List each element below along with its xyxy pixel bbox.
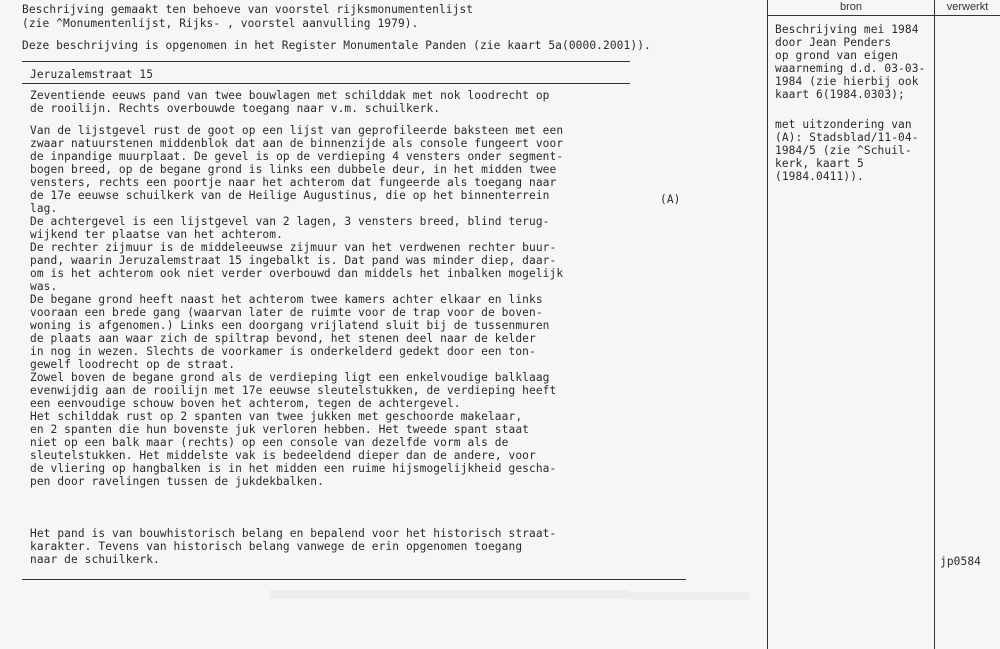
body-line: pand, waarin Jeruzalemstraat 15 ingebalkt is. Dat pand was minder diep, daar- bbox=[30, 254, 557, 267]
body-line: zwaar natuurstenen middenblok dat aan de binnenzijde als console fungeert voor bbox=[30, 137, 564, 150]
body-line: vensters, rechts een poortje naar het achterom dat fungeerde als toegang naar bbox=[30, 176, 557, 189]
source-marker-a: (A) bbox=[660, 193, 681, 206]
section-rule-street bbox=[22, 83, 630, 84]
body-line: de vliering op hangbalken is in het midden een ruime hijsmogelijkheid gescha- bbox=[30, 462, 557, 475]
body-line: sleutelstukken. Het middelste vak is bedeeldend dieper dan de andere, voor bbox=[30, 449, 536, 462]
body-line: de 17e eeuwse schuilkerk van de Heilige Augustinus, die op het binnenterrein bbox=[30, 189, 550, 202]
bron-line: Beschrijving mei 1984 bbox=[775, 23, 919, 36]
body-line: De rechter zijmuur is de middeleeuwse zijmuur van het verdwenen rechter buur- bbox=[30, 241, 557, 254]
conclusion-line: naar de schuilkerk. bbox=[30, 553, 160, 566]
body-line: gewelf loodrecht op de straat. bbox=[30, 358, 236, 371]
body-line: pen door ravelingen tussen de jukdekbalken. bbox=[30, 475, 324, 488]
body-line: lag. bbox=[30, 202, 58, 215]
intro-line: de rooilijn. Rechts overbouwde toegang naar v.m. schuilkerk. bbox=[30, 102, 441, 115]
body-line: een eenvoudige schouw boven het achterom, tegen de achtergevel. bbox=[30, 397, 461, 410]
body-line: Het schilddak rust op 2 spanten van twee jukken met geschoorde makelaar, bbox=[30, 410, 523, 423]
body-line: niet op een balk maar (rechts) op een console van dezelfde vorm als de bbox=[30, 436, 509, 449]
column-header-bron: bron bbox=[839, 1, 863, 13]
body-line: de plaats aan waar zich de spiltrap bevond, het stenen deel naar de kelder bbox=[30, 332, 536, 345]
column-divider-left bbox=[767, 0, 768, 649]
bron-line: met uitzondering van bbox=[775, 118, 912, 131]
bron-line: kerk, kaart 5 bbox=[775, 157, 864, 170]
header-line-3: Deze beschrijving is opgenomen in het Register Monumentale Panden (zie kaart 5a(0000.2001)). bbox=[22, 39, 651, 52]
bron-line: op grond van eigen bbox=[775, 49, 899, 62]
body-line: evenwijdig aan de rooilijn met 17e eeuwse sleutelstukken, de verdieping heeft bbox=[30, 384, 557, 397]
conclusion-line: karakter. Tevens van historisch belang vanwege de erin opgenomen toegang bbox=[30, 540, 523, 553]
bron-line: 1984/5 (zie ^Schuil- bbox=[775, 144, 912, 157]
intro-line: Zeventiende eeuws pand van twee bouwlagen met schilddak met nok loodrecht op bbox=[30, 89, 550, 102]
body-line: bogen breed, op de begane grond is links een dubbele deur, in het midden twee bbox=[30, 163, 557, 176]
body-line: De achtergevel is een lijstgevel van 2 lagen, 3 vensters breed, blind terug- bbox=[30, 215, 550, 228]
bleed-through-smudge bbox=[270, 590, 630, 599]
body-line: in nog in wezen. Slechts de voorkamer is onderkelderd gedekt door een ton- bbox=[30, 345, 536, 358]
bron-line: 1984 (zie hierbij ook bbox=[775, 75, 919, 88]
body-line: Zowel boven de begane grond als de verdieping ligt een enkelvoudige balklaag bbox=[30, 371, 550, 384]
body-line: was. bbox=[30, 280, 58, 293]
section-rule-bottom bbox=[22, 579, 686, 580]
column-header-verwerkt: verwerkt bbox=[946, 1, 989, 13]
street-title: Jeruzalemstraat 15 bbox=[30, 68, 154, 81]
body-line: De begane grond heeft naast het achterom twee kamers achter elkaar en links bbox=[30, 293, 543, 306]
header-rule bbox=[767, 15, 1000, 16]
body-line: wijkend ter plaatse van het achterom. bbox=[30, 228, 283, 241]
bron-line: door Jean Penders bbox=[775, 36, 892, 49]
bron-line: waarneming d.d. 03-03- bbox=[775, 62, 926, 75]
bron-line: (A): Stadsblad/11-04- bbox=[775, 131, 919, 144]
body-line: de inpandige muurplaat. De gevel is op de verdieping 4 vensters onder segment- bbox=[30, 150, 564, 163]
bron-line: (1984.0411)). bbox=[775, 170, 864, 183]
column-divider-right bbox=[934, 0, 935, 649]
conclusion-line: Het pand is van bouwhistorisch belang en bepalend voor het historisch straat- bbox=[30, 527, 557, 540]
body-line: om is het achterom ook niet verder overbouwd dan middels het inbalken mogelijk bbox=[30, 267, 564, 280]
bron-line: kaart 6(1984.0303); bbox=[775, 88, 905, 101]
section-rule-top bbox=[22, 61, 630, 62]
bleed-through-smudge bbox=[630, 592, 750, 600]
header-line-1: Beschrijving gemaakt ten behoeve van voorstel rijksmonumentenlijst bbox=[22, 3, 474, 16]
header-line-2: (zie ^Monumentenlijst, Rijks- , voorstel aanvulling 1979). bbox=[22, 17, 419, 30]
body-line: woning is afgenomen.) Links een doorgang vrijlatend sluit bij de tussenmuren bbox=[30, 319, 550, 332]
body-line: vooraan een brede gang (waarvan later de ruimte voor de trap voor de boven- bbox=[30, 306, 543, 319]
body-line: Van de lijstgevel rust de goot op een lijst van geprofileerde baksteen met een bbox=[30, 124, 564, 137]
body-line: en 2 spanten die hun bovenste juk verloren hebben. Het tweede spant staat bbox=[30, 423, 529, 436]
verwerkt-code: jp0584 bbox=[940, 555, 982, 568]
